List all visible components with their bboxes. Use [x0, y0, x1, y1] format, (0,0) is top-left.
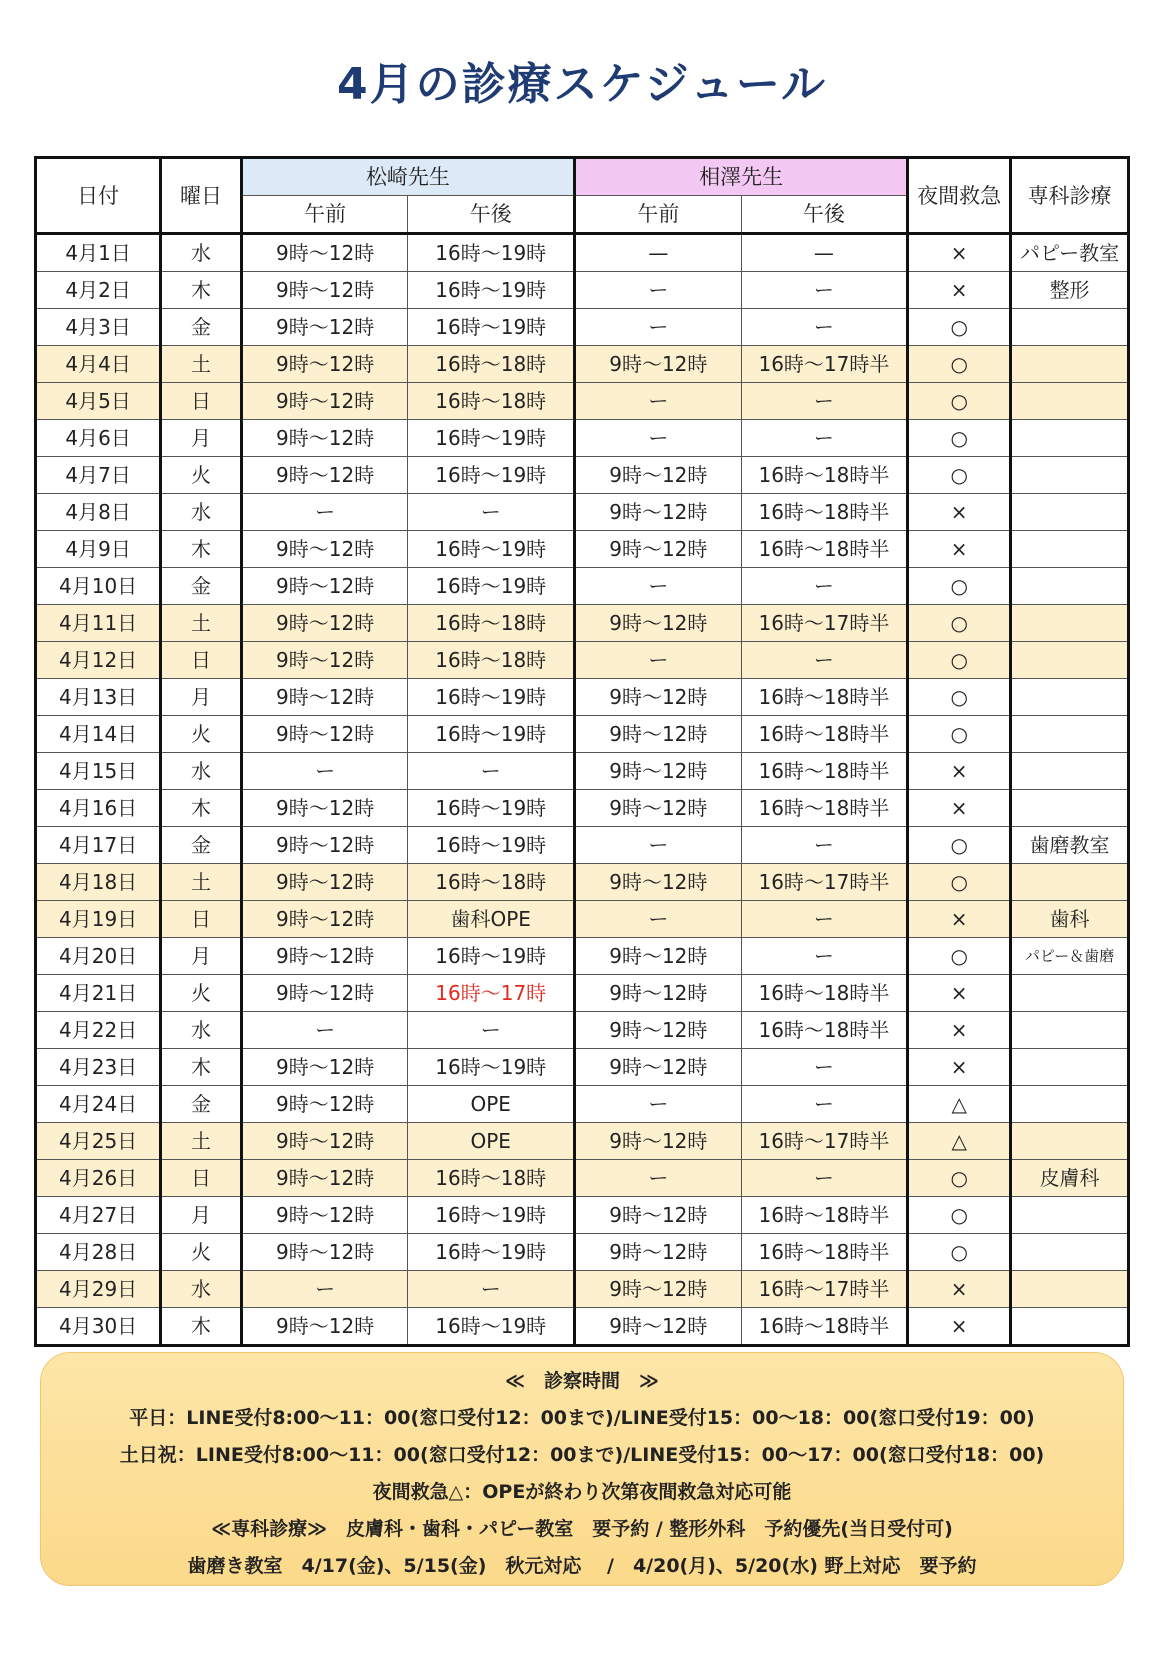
- date-cell: 4月27日: [36, 1197, 161, 1234]
- specialty-cell: [1011, 1234, 1129, 1271]
- doctor1-pm-cell: 16時〜18時: [408, 1160, 575, 1197]
- doctor2-pm-cell: 16時〜18時半: [741, 753, 908, 790]
- doctor1-am-cell: ー: [241, 1271, 408, 1308]
- table-row: [36, 420, 1129, 457]
- specialty-cell: [1011, 1012, 1129, 1049]
- doctor2-pm-cell: 16時〜17時半: [741, 346, 908, 383]
- specialty-cell: [1011, 494, 1129, 531]
- specialty-cell: [1011, 864, 1129, 901]
- weekday-cell: 土: [161, 346, 242, 383]
- doctor2-pm-cell: ー: [741, 642, 908, 679]
- doctor2-pm-cell: —: [741, 234, 908, 272]
- night-emergency-cell: ○: [908, 827, 1011, 864]
- doctor2-am-cell: 9時〜12時: [575, 531, 742, 568]
- doctor2-pm-cell: 16時〜18時半: [741, 679, 908, 716]
- doctor2-pm-cell: 16時〜18時半: [741, 494, 908, 531]
- specialty-cell: [1011, 1271, 1129, 1308]
- table-row: [36, 1012, 1129, 1049]
- weekday-cell: 木: [161, 790, 242, 827]
- doctor1-am-cell: 9時〜12時: [241, 568, 408, 605]
- doctor1-pm-cell: 16時〜19時: [408, 716, 575, 753]
- night-emergency-cell: ○: [908, 642, 1011, 679]
- table-row: [36, 1234, 1129, 1271]
- date-cell: 4月6日: [36, 420, 161, 457]
- doctor2-pm-cell: 16時〜17時半: [741, 1271, 908, 1308]
- specialty-cell: [1011, 975, 1129, 1012]
- doctor2-pm-cell: ー: [741, 383, 908, 420]
- doctor1-am-cell: 9時〜12時: [241, 827, 408, 864]
- specialty-cell: [1011, 1123, 1129, 1160]
- specialty-cell: [1011, 679, 1129, 716]
- doctor2-am-cell: 9時〜12時: [575, 457, 742, 494]
- doctor1-pm-cell: 16時〜19時: [408, 790, 575, 827]
- doctor2-pm-cell: ー: [741, 827, 908, 864]
- night-emergency-cell: ○: [908, 679, 1011, 716]
- weekday-cell: 火: [161, 457, 242, 494]
- night-emergency-cell: ○: [908, 605, 1011, 642]
- specialty-cell: [1011, 605, 1129, 642]
- table-row: [36, 531, 1129, 568]
- doctor2-am-cell: ー: [575, 568, 742, 605]
- date-cell: 4月14日: [36, 716, 161, 753]
- night-emergency-cell: ×: [908, 531, 1011, 568]
- doctor2-am-cell: 9時〜12時: [575, 1049, 742, 1086]
- date-cell: 4月28日: [36, 1234, 161, 1271]
- weekday-cell: 月: [161, 420, 242, 457]
- date-cell: 4月1日: [36, 234, 161, 272]
- night-emergency-cell: ×: [908, 753, 1011, 790]
- doctor1-am-cell: ー: [241, 494, 408, 531]
- specialty-cell: [1011, 383, 1129, 420]
- specialty-cell: [1011, 1049, 1129, 1086]
- night-emergency-cell: ○: [908, 1197, 1011, 1234]
- header-doctor1-pm: 午後: [408, 196, 575, 234]
- doctor1-pm-cell: 16時〜17時: [408, 975, 575, 1012]
- doctor1-pm-cell: 歯科OPE: [408, 901, 575, 938]
- doctor2-pm-cell: ー: [741, 272, 908, 309]
- doctor1-am-cell: 9時〜12時: [241, 1308, 408, 1346]
- header-doctor2: 相澤先生: [575, 158, 908, 196]
- weekday-cell: 金: [161, 1086, 242, 1123]
- doctor1-am-cell: ー: [241, 753, 408, 790]
- weekday-cell: 火: [161, 975, 242, 1012]
- date-cell: 4月16日: [36, 790, 161, 827]
- doctor1-am-cell: 9時〜12時: [241, 1197, 408, 1234]
- specialty-cell: [1011, 346, 1129, 383]
- doctor1-am-cell: 9時〜12時: [241, 1086, 408, 1123]
- doctor1-am-cell: 9時〜12時: [241, 790, 408, 827]
- doctor2-am-cell: ー: [575, 420, 742, 457]
- doctor2-am-cell: 9時〜12時: [575, 1271, 742, 1308]
- doctor2-pm-cell: 16時〜18時半: [741, 716, 908, 753]
- doctor2-pm-cell: 16時〜18時半: [741, 790, 908, 827]
- doctor1-am-cell: 9時〜12時: [241, 1234, 408, 1271]
- doctor2-am-cell: 9時〜12時: [575, 346, 742, 383]
- header-doctor2-am: 午前: [575, 196, 742, 234]
- doctor1-pm-cell: 16時〜18時: [408, 383, 575, 420]
- table-row: [36, 753, 1129, 790]
- hours-weekday: 平日：LINE受付8:00〜11：00(窓口受付12：00まで)/LINE受付15：00〜18：00(窓口受付19：00): [129, 1407, 1035, 1429]
- night-emergency-cell: ○: [908, 568, 1011, 605]
- table-row: [36, 1160, 1129, 1197]
- doctor2-pm-cell: 16時〜18時半: [741, 1197, 908, 1234]
- weekday-cell: 水: [161, 753, 242, 790]
- doctor1-am-cell: 9時〜12時: [241, 642, 408, 679]
- weekday-cell: 火: [161, 716, 242, 753]
- specialty-cell: 歯科: [1011, 901, 1129, 938]
- doctor2-pm-cell: ー: [741, 309, 908, 346]
- doctor2-am-cell: 9時〜12時: [575, 716, 742, 753]
- hours-info-box: [40, 1352, 1124, 1586]
- table-row: [36, 457, 1129, 494]
- specialty-note: ≪専科診療≫ 皮膚科・歯科・パピー教室 要予約 / 整形外科 予約優先(当日受付可): [211, 1518, 953, 1540]
- table-row: [36, 1086, 1129, 1123]
- doctor2-pm-cell: ー: [741, 1049, 908, 1086]
- night-emergency-cell: ×: [908, 790, 1011, 827]
- doctor1-pm-cell: 16時〜19時: [408, 568, 575, 605]
- date-cell: 4月9日: [36, 531, 161, 568]
- table-row: [36, 272, 1129, 309]
- specialty-cell: [1011, 790, 1129, 827]
- doctor2-am-cell: ー: [575, 901, 742, 938]
- doctor1-am-cell: 9時〜12時: [241, 383, 408, 420]
- doctor1-pm-cell: ー: [408, 753, 575, 790]
- doctor1-pm-cell: ー: [408, 1271, 575, 1308]
- night-emergency-cell: ×: [908, 494, 1011, 531]
- doctor1-pm-cell: OPE: [408, 1086, 575, 1123]
- doctor2-am-cell: ー: [575, 383, 742, 420]
- date-cell: 4月13日: [36, 679, 161, 716]
- page-title: 4月の診療スケジュール: [337, 59, 827, 110]
- specialty-cell: [1011, 1308, 1129, 1346]
- doctor1-am-cell: 9時〜12時: [241, 679, 408, 716]
- weekday-cell: 木: [161, 531, 242, 568]
- doctor1-am-cell: 9時〜12時: [241, 457, 408, 494]
- doctor2-am-cell: 9時〜12時: [575, 679, 742, 716]
- doctor1-pm-cell: 16時〜18時: [408, 642, 575, 679]
- doctor1-pm-cell: OPE: [408, 1123, 575, 1160]
- header-doctor2-pm: 午後: [741, 196, 908, 234]
- doctor1-am-cell: 9時〜12時: [241, 531, 408, 568]
- night-emergency-cell: ×: [908, 234, 1011, 272]
- specialty-cell: [1011, 1086, 1129, 1123]
- doctor2-pm-cell: 16時〜18時半: [741, 457, 908, 494]
- date-cell: 4月8日: [36, 494, 161, 531]
- doctor1-pm-cell: 16時〜19時: [408, 1234, 575, 1271]
- night-emergency-cell: △: [908, 1123, 1011, 1160]
- table-row: [36, 1271, 1129, 1308]
- table-row: [36, 716, 1129, 753]
- specialty-cell: 歯磨教室: [1011, 827, 1129, 864]
- doctor1-am-cell: 9時〜12時: [241, 309, 408, 346]
- doctor2-pm-cell: ー: [741, 1160, 908, 1197]
- doctor1-am-cell: 9時〜12時: [241, 272, 408, 309]
- doctor1-pm-cell: 16時〜19時: [408, 309, 575, 346]
- date-cell: 4月30日: [36, 1308, 161, 1346]
- doctor1-pm-cell: 16時〜19時: [408, 1308, 575, 1346]
- doctor1-am-cell: 9時〜12時: [241, 346, 408, 383]
- doctor2-am-cell: 9時〜12時: [575, 938, 742, 975]
- doctor1-pm-cell: 16時〜19時: [408, 679, 575, 716]
- night-emergency-cell: ×: [908, 1049, 1011, 1086]
- date-cell: 4月7日: [36, 457, 161, 494]
- night-emergency-cell: ○: [908, 716, 1011, 753]
- doctor2-am-cell: 9時〜12時: [575, 753, 742, 790]
- header-date: 日付: [36, 158, 161, 234]
- night-emergency-cell: ○: [908, 864, 1011, 901]
- doctor1-pm-cell: ー: [408, 1012, 575, 1049]
- header-weekday: 曜日: [161, 158, 242, 234]
- hours-weekend: 土日祝：LINE受付8:00〜11：00(窓口受付12：00まで)/LINE受付15：00〜17：00(窓口受付18：00): [119, 1444, 1045, 1466]
- doctor1-am-cell: 9時〜12時: [241, 234, 408, 272]
- night-emergency-cell: ×: [908, 1271, 1011, 1308]
- date-cell: 4月29日: [36, 1271, 161, 1308]
- specialty-cell: [1011, 457, 1129, 494]
- doctor2-am-cell: 9時〜12時: [575, 1308, 742, 1346]
- table-row: [36, 383, 1129, 420]
- specialty-cell: [1011, 1197, 1129, 1234]
- date-cell: 4月24日: [36, 1086, 161, 1123]
- specialty-cell: [1011, 309, 1129, 346]
- doctor2-am-cell: 9時〜12時: [575, 605, 742, 642]
- table-row: [36, 679, 1129, 716]
- doctor1-pm-cell: 16時〜19時: [408, 1049, 575, 1086]
- night-emergency-cell: ○: [908, 1160, 1011, 1197]
- doctor2-am-cell: 9時〜12時: [575, 790, 742, 827]
- table-row: [36, 790, 1129, 827]
- doctor1-am-cell: 9時〜12時: [241, 420, 408, 457]
- table-row: [36, 234, 1129, 272]
- doctor1-pm-cell: 16時〜18時: [408, 605, 575, 642]
- table-row: [36, 605, 1129, 642]
- doctor2-pm-cell: ー: [741, 1086, 908, 1123]
- table-row: [36, 642, 1129, 679]
- date-cell: 4月19日: [36, 901, 161, 938]
- doctor2-pm-cell: ー: [741, 568, 908, 605]
- night-emergency-cell: ×: [908, 975, 1011, 1012]
- doctor1-pm-cell: 16時〜19時: [408, 827, 575, 864]
- doctor1-pm-cell: 16時〜18時: [408, 346, 575, 383]
- table-row: [36, 1123, 1129, 1160]
- weekday-cell: 月: [161, 938, 242, 975]
- header-doctor1-am: 午前: [241, 196, 408, 234]
- doctor2-am-cell: 9時〜12時: [575, 975, 742, 1012]
- schedule-table: [34, 156, 1130, 1347]
- doctor2-am-cell: ー: [575, 1086, 742, 1123]
- night-emergency-cell: △: [908, 1086, 1011, 1123]
- weekday-cell: 月: [161, 1197, 242, 1234]
- specialty-cell: [1011, 531, 1129, 568]
- header-specialty: 専科診療: [1011, 158, 1129, 234]
- doctor2-pm-cell: 16時〜17時半: [741, 864, 908, 901]
- date-cell: 4月26日: [36, 1160, 161, 1197]
- night-emergency-cell: ○: [908, 938, 1011, 975]
- night-emergency-cell: ×: [908, 1012, 1011, 1049]
- date-cell: 4月11日: [36, 605, 161, 642]
- doctor2-pm-cell: 16時〜17時半: [741, 1123, 908, 1160]
- table-row: [36, 901, 1129, 938]
- table-row: [36, 1308, 1129, 1346]
- date-cell: 4月5日: [36, 383, 161, 420]
- doctor1-pm-cell: 16時〜19時: [408, 234, 575, 272]
- doctor2-pm-cell: 16時〜18時半: [741, 1234, 908, 1271]
- doctor1-pm-cell: 16時〜19時: [408, 938, 575, 975]
- weekday-cell: 水: [161, 494, 242, 531]
- specialty-cell: パピー教室: [1011, 234, 1129, 272]
- doctor2-am-cell: ー: [575, 1160, 742, 1197]
- doctor2-pm-cell: 16時〜18時半: [741, 1308, 908, 1346]
- weekday-cell: 木: [161, 1049, 242, 1086]
- doctor2-pm-cell: 16時〜18時半: [741, 531, 908, 568]
- doctor1-pm-cell: 16時〜19時: [408, 457, 575, 494]
- doctor1-am-cell: 9時〜12時: [241, 901, 408, 938]
- weekday-cell: 月: [161, 679, 242, 716]
- night-emergency-cell: ○: [908, 383, 1011, 420]
- doctor1-am-cell: 9時〜12時: [241, 975, 408, 1012]
- night-emergency-cell: ×: [908, 901, 1011, 938]
- doctor2-am-cell: 9時〜12時: [575, 1197, 742, 1234]
- date-cell: 4月18日: [36, 864, 161, 901]
- weekday-cell: 火: [161, 1234, 242, 1271]
- doctor1-pm-cell: ー: [408, 494, 575, 531]
- doctor2-am-cell: 9時〜12時: [575, 494, 742, 531]
- table-row: [36, 568, 1129, 605]
- date-cell: 4月15日: [36, 753, 161, 790]
- doctor1-am-cell: 9時〜12時: [241, 1049, 408, 1086]
- date-cell: 4月4日: [36, 346, 161, 383]
- weekday-cell: 日: [161, 383, 242, 420]
- doctor2-pm-cell: ー: [741, 938, 908, 975]
- date-cell: 4月21日: [36, 975, 161, 1012]
- schedule-body: [36, 234, 1129, 1346]
- table-row: [36, 1049, 1129, 1086]
- table-row: [36, 346, 1129, 383]
- doctor1-am-cell: 9時〜12時: [241, 605, 408, 642]
- doctor2-pm-cell: 16時〜17時半: [741, 605, 908, 642]
- date-cell: 4月12日: [36, 642, 161, 679]
- date-cell: 4月23日: [36, 1049, 161, 1086]
- specialty-cell: [1011, 420, 1129, 457]
- weekday-cell: 木: [161, 272, 242, 309]
- specialty-cell: [1011, 642, 1129, 679]
- weekday-cell: 水: [161, 1271, 242, 1308]
- weekday-cell: 金: [161, 568, 242, 605]
- doctor2-am-cell: 9時〜12時: [575, 864, 742, 901]
- table-row: [36, 1197, 1129, 1234]
- night-emergency-note: 夜間救急△：OPEが終わり次第夜間救急対応可能: [372, 1481, 792, 1503]
- doctor1-am-cell: 9時〜12時: [241, 1123, 408, 1160]
- doctor2-pm-cell: ー: [741, 420, 908, 457]
- night-emergency-cell: ○: [908, 346, 1011, 383]
- doctor1-am-cell: 9時〜12時: [241, 1160, 408, 1197]
- table-row: [36, 938, 1129, 975]
- specialty-cell: [1011, 716, 1129, 753]
- header-doctor1: 松崎先生: [241, 158, 574, 196]
- hours-heading: ≪ 診察時間 ≫: [505, 1370, 659, 1392]
- weekday-cell: 日: [161, 901, 242, 938]
- doctor1-pm-cell: 16時〜18時: [408, 864, 575, 901]
- night-emergency-cell: ○: [908, 309, 1011, 346]
- table-row: [36, 975, 1129, 1012]
- doctor2-pm-cell: ー: [741, 901, 908, 938]
- date-cell: 4月10日: [36, 568, 161, 605]
- doctor2-am-cell: ー: [575, 272, 742, 309]
- night-emergency-cell: ○: [908, 1234, 1011, 1271]
- table-row: [36, 309, 1129, 346]
- specialty-cell: 整形: [1011, 272, 1129, 309]
- night-emergency-cell: ×: [908, 272, 1011, 309]
- specialty-cell: 皮膚科: [1011, 1160, 1129, 1197]
- doctor2-pm-cell: 16時〜18時半: [741, 975, 908, 1012]
- doctor2-am-cell: 9時〜12時: [575, 1123, 742, 1160]
- date-cell: 4月22日: [36, 1012, 161, 1049]
- doctor2-am-cell: 9時〜12時: [575, 1012, 742, 1049]
- doctor1-pm-cell: 16時〜19時: [408, 531, 575, 568]
- weekday-cell: 日: [161, 642, 242, 679]
- doctor1-am-cell: ー: [241, 1012, 408, 1049]
- weekday-cell: 土: [161, 605, 242, 642]
- doctor1-pm-cell: 16時〜19時: [408, 1197, 575, 1234]
- specialty-cell: [1011, 568, 1129, 605]
- doctor2-am-cell: ー: [575, 642, 742, 679]
- doctor1-pm-cell: 16時〜19時: [408, 272, 575, 309]
- table-row: [36, 494, 1129, 531]
- header-night: 夜間救急: [908, 158, 1011, 234]
- table-row: [36, 827, 1129, 864]
- doctor1-am-cell: 9時〜12時: [241, 938, 408, 975]
- doctor1-pm-cell: 16時〜19時: [408, 420, 575, 457]
- doctor2-am-cell: ー: [575, 309, 742, 346]
- weekday-cell: 水: [161, 234, 242, 272]
- weekday-cell: 日: [161, 1160, 242, 1197]
- date-cell: 4月3日: [36, 309, 161, 346]
- weekday-cell: 水: [161, 1012, 242, 1049]
- doctor1-am-cell: 9時〜12時: [241, 716, 408, 753]
- night-emergency-cell: ○: [908, 420, 1011, 457]
- date-cell: 4月20日: [36, 938, 161, 975]
- dental-class-note: 歯磨き教室 4/17(金)、5/15(金) 秋元対応 / 4/20(月)、5/20(水) 野上対応 要予約: [187, 1555, 977, 1577]
- doctor2-am-cell: ー: [575, 827, 742, 864]
- table-row: [36, 864, 1129, 901]
- doctor2-am-cell: 9時〜12時: [575, 1234, 742, 1271]
- weekday-cell: 金: [161, 827, 242, 864]
- night-emergency-cell: ○: [908, 457, 1011, 494]
- weekday-cell: 土: [161, 1123, 242, 1160]
- doctor1-am-cell: 9時〜12時: [241, 864, 408, 901]
- date-cell: 4月25日: [36, 1123, 161, 1160]
- weekday-cell: 金: [161, 309, 242, 346]
- doctor2-pm-cell: 16時〜18時半: [741, 1012, 908, 1049]
- weekday-cell: 土: [161, 864, 242, 901]
- weekday-cell: 木: [161, 1308, 242, 1346]
- date-cell: 4月17日: [36, 827, 161, 864]
- doctor2-am-cell: —: [575, 234, 742, 272]
- specialty-cell: [1011, 753, 1129, 790]
- specialty-cell: パピー＆歯磨: [1011, 938, 1129, 975]
- date-cell: 4月2日: [36, 272, 161, 309]
- night-emergency-cell: ×: [908, 1308, 1011, 1346]
